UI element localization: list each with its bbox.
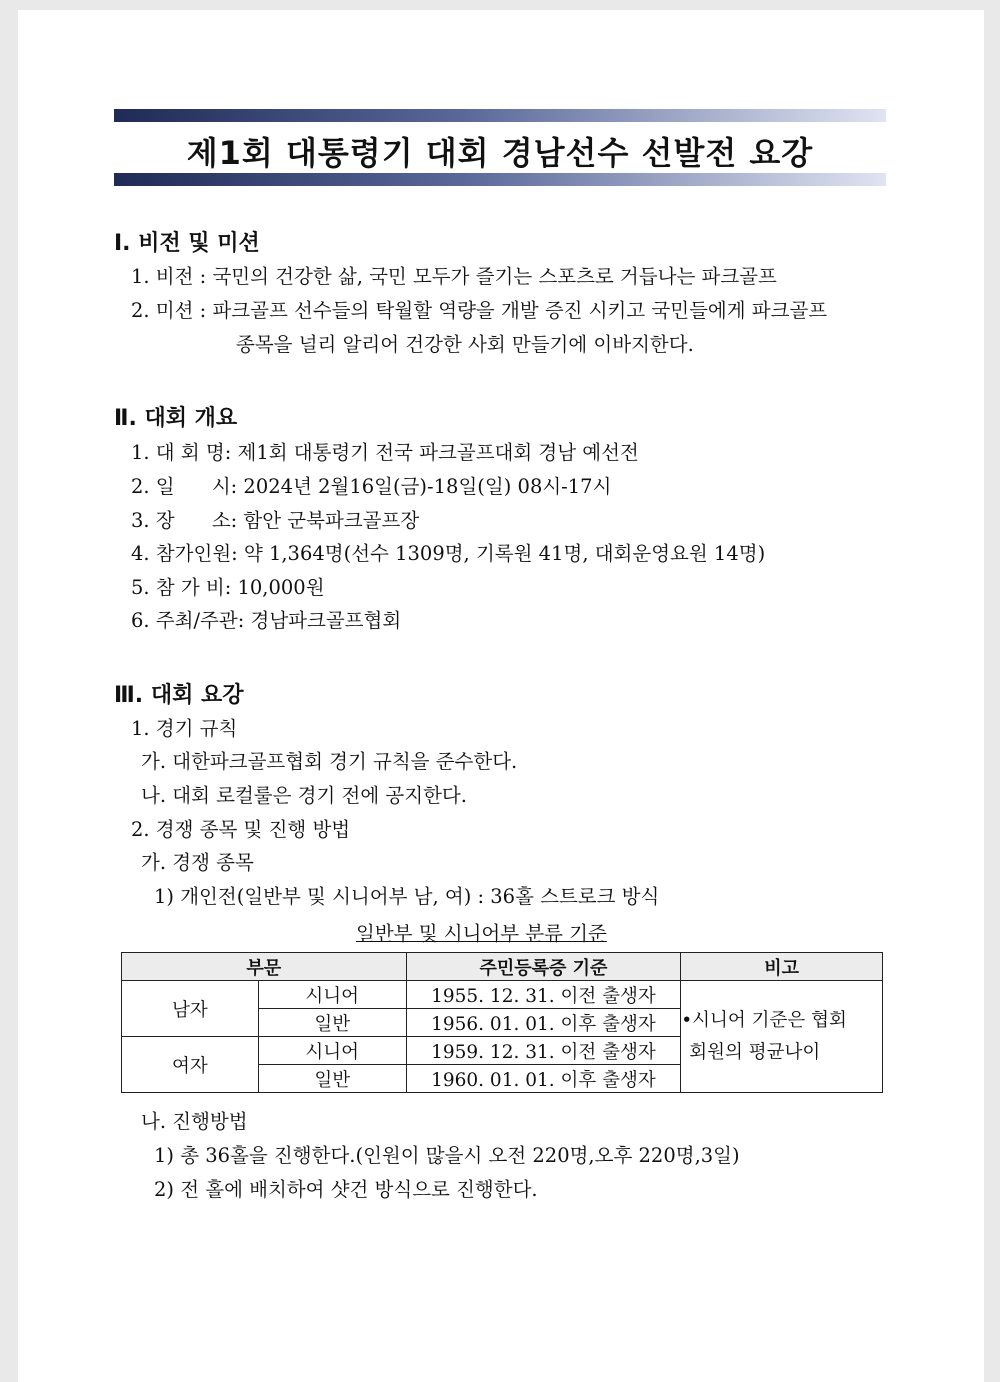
mission-line-1: 2. 미션 : 파크골프 선수들의 탁월할 역량을 개발 증진 시키고 국민들에게 파크골프 bbox=[131, 299, 828, 322]
table-caption: 일반부 및 시니어부 분류 기준 bbox=[356, 922, 607, 945]
document-page bbox=[18, 10, 984, 1382]
document-title: 제1회 대통령기 대회 경남선수 선발전 요강 bbox=[186, 134, 814, 172]
birth-criteria-cell: 1959. 12. 31. 이전 출생자 bbox=[406, 1037, 681, 1065]
events-a: 가. 경쟁 종목 bbox=[141, 851, 254, 874]
progress-title: 나. 진행방법 bbox=[141, 1110, 248, 1133]
gender-cell: 남자 bbox=[122, 981, 259, 1037]
classification-table bbox=[121, 952, 883, 1093]
table-row bbox=[122, 981, 883, 1009]
table-header-row bbox=[122, 953, 883, 981]
remark-line-1: •시니어 기준은 협회 bbox=[681, 1009, 847, 1031]
title-bar-bottom bbox=[114, 173, 886, 186]
overview-item: 1. 대 회 명: 제1회 대통령기 전국 파크골프대회 경남 예선전 bbox=[131, 441, 639, 464]
birth-criteria-cell: 1956. 01. 01. 이후 출생자 bbox=[406, 1009, 681, 1037]
birth-criteria-cell: 1960. 01. 01. 이후 출생자 bbox=[406, 1065, 681, 1093]
title-bar-top bbox=[114, 109, 886, 122]
remark-cell bbox=[681, 981, 883, 1093]
rules-title: 1. 경기 규칙 bbox=[131, 717, 238, 740]
progress-2: 2) 전 홀에 배치하여 샷건 방식으로 진행한다. bbox=[154, 1178, 538, 1201]
section-1-heading: Ⅰ. 비전 및 미션 bbox=[114, 231, 260, 256]
events-a1: 1) 개인전(일반부 및 시니어부 남, 여) : 36홀 스트로크 방식 bbox=[154, 885, 660, 908]
mission-line-2: 종목을 널리 알리어 건강한 사회 만들기에 이바지한다. bbox=[236, 333, 694, 356]
vision-line: 1. 비전 : 국민의 건강한 삶, 국민 모두가 즐기는 스포츠로 거듭나는 파크골프 bbox=[131, 265, 777, 288]
table-header: 부문 bbox=[122, 953, 407, 981]
overview-item: 2. 일 시: 2024년 2월16일(금)-18일(일) 08시-17시 bbox=[131, 475, 612, 498]
progress-1: 1) 총 36홀을 진행한다.(인원이 많을시 오전 220명,오후 220명,3일) bbox=[154, 1144, 740, 1167]
overview-item: 6. 주최/주관: 경남파크골프협회 bbox=[131, 609, 402, 632]
remark-line-2: 회원의 평균나이 bbox=[689, 1041, 821, 1063]
rule-a: 가. 대한파크골프협회 경기 규칙을 준수한다. bbox=[141, 750, 518, 773]
section-2-heading: Ⅱ. 대회 개요 bbox=[114, 406, 238, 431]
events-title: 2. 경쟁 종목 및 진행 방법 bbox=[131, 818, 351, 841]
category-cell: 일반 bbox=[258, 1065, 406, 1093]
overview-item: 5. 참 가 비: 10,000원 bbox=[131, 576, 325, 599]
category-cell: 시니어 bbox=[258, 981, 406, 1009]
category-cell: 일반 bbox=[258, 1009, 406, 1037]
table-header: 비고 bbox=[681, 953, 883, 981]
gender-cell: 여자 bbox=[122, 1037, 259, 1093]
table-header: 주민등록증 기준 bbox=[406, 953, 681, 981]
section-3-heading: Ⅲ. 대회 요강 bbox=[114, 683, 244, 708]
overview-item: 4. 참가인원: 약 1,364명(선수 1309명, 기록원 41명, 대회운영요원 14명) bbox=[131, 542, 766, 565]
overview-item: 3. 장 소: 함안 군북파크골프장 bbox=[131, 509, 420, 532]
rule-b: 나. 대회 로컬룰은 경기 전에 공지한다. bbox=[141, 784, 467, 807]
birth-criteria-cell: 1955. 12. 31. 이전 출생자 bbox=[406, 981, 681, 1009]
category-cell: 시니어 bbox=[258, 1037, 406, 1065]
